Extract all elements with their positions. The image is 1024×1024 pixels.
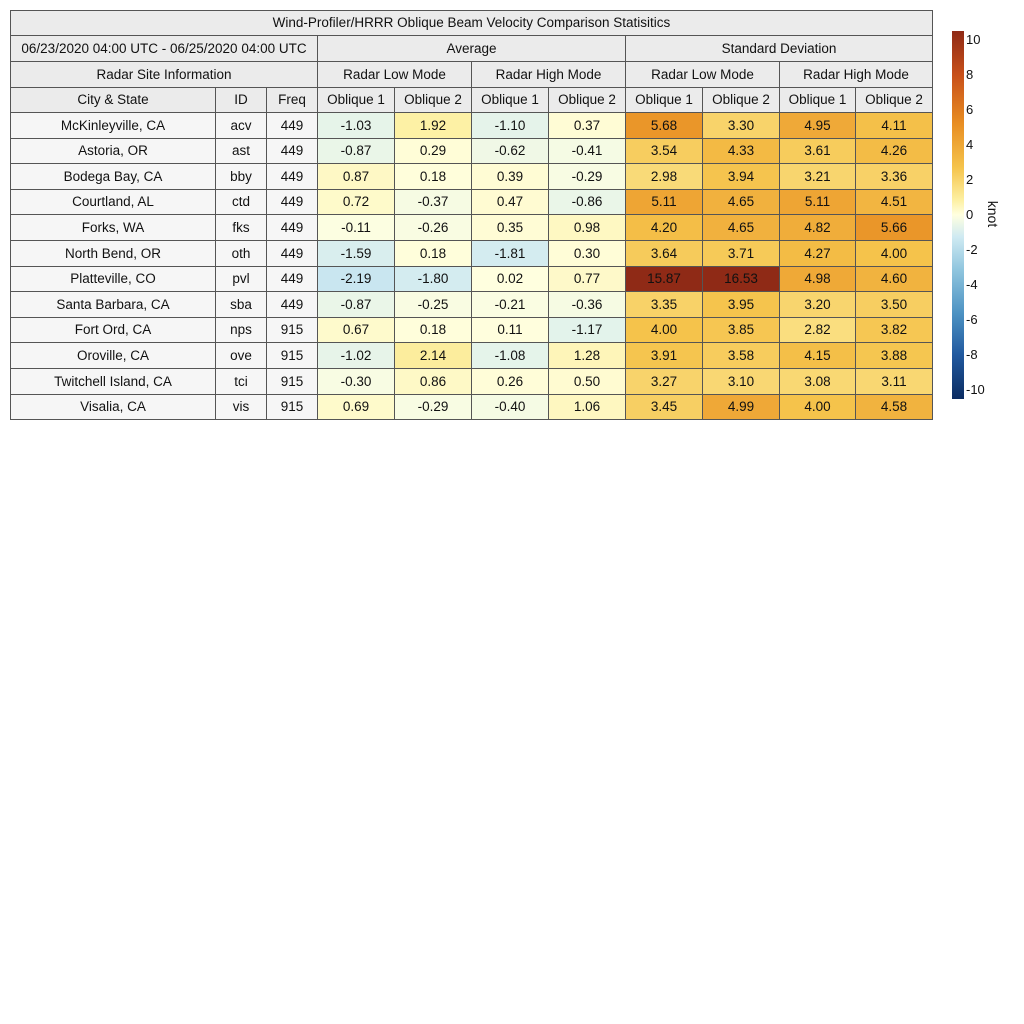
value-cell: -0.41 [548, 138, 626, 165]
value-cell: 5.11 [625, 189, 703, 216]
value-cell: 0.02 [471, 266, 549, 293]
value-cell: -1.08 [471, 342, 549, 369]
value-cell: 3.91 [625, 342, 703, 369]
row-site-id: ove [215, 342, 267, 369]
row-city: Astoria, OR [10, 138, 216, 165]
colorbar-tick-label: 8 [966, 67, 974, 82]
column-header: ID [215, 87, 267, 113]
value-cell: -0.37 [394, 189, 472, 216]
value-cell: 3.21 [779, 163, 856, 190]
colorbar-tick-label: -10 [966, 382, 985, 397]
value-cell: 3.85 [702, 317, 780, 344]
value-cell: 0.50 [548, 368, 626, 395]
value-cell: 0.87 [317, 163, 395, 190]
value-cell: 0.67 [317, 317, 395, 344]
value-cell: 0.37 [548, 112, 626, 139]
value-cell: 4.15 [779, 342, 856, 369]
value-cell: 4.27 [779, 240, 856, 267]
row-frequency: 449 [266, 240, 318, 267]
value-cell: 4.00 [625, 317, 703, 344]
value-cell: 5.11 [779, 189, 856, 216]
value-cell: 4.51 [855, 189, 933, 216]
value-cell: -1.10 [471, 112, 549, 139]
row-city: Visalia, CA [10, 394, 216, 421]
row-site-id: tci [215, 368, 267, 395]
value-cell: -1.17 [548, 317, 626, 344]
column-header: Oblique 1 [779, 87, 856, 113]
row-site-id: ast [215, 138, 267, 165]
value-cell: -0.40 [471, 394, 549, 421]
value-cell: 4.26 [855, 138, 933, 165]
value-cell: -1.02 [317, 342, 395, 369]
value-cell: 0.69 [317, 394, 395, 421]
column-header: City & State [10, 87, 216, 113]
value-cell: 4.65 [702, 189, 780, 216]
row-city: Platteville, CO [10, 266, 216, 293]
column-header: Oblique 1 [625, 87, 703, 113]
row-site-id: nps [215, 317, 267, 344]
value-cell: 3.54 [625, 138, 703, 165]
value-cell: 3.30 [702, 112, 780, 139]
value-cell: 0.39 [471, 163, 549, 190]
stat-group-std: Standard Deviation [625, 35, 933, 62]
date-range: 06/23/2020 04:00 UTC - 06/25/2020 04:00 UTC [10, 35, 318, 62]
row-site-id: bby [215, 163, 267, 190]
value-cell: 4.00 [779, 394, 856, 421]
value-cell: 3.64 [625, 240, 703, 267]
value-cell: 3.95 [702, 291, 780, 318]
colorbar-tick-label: -8 [966, 347, 978, 362]
value-cell: 3.58 [702, 342, 780, 369]
value-cell: 1.28 [548, 342, 626, 369]
value-cell: 3.45 [625, 394, 703, 421]
colorbar-tick-label: 4 [966, 137, 974, 152]
value-cell: 5.68 [625, 112, 703, 139]
value-cell: 0.26 [471, 368, 549, 395]
column-header: Oblique 1 [471, 87, 549, 113]
value-cell: -0.36 [548, 291, 626, 318]
value-cell: 0.47 [471, 189, 549, 216]
mode-group-header: Radar Low Mode [625, 61, 780, 88]
row-frequency: 449 [266, 189, 318, 216]
value-cell: 4.20 [625, 214, 703, 241]
row-city: Courtland, AL [10, 189, 216, 216]
value-cell: 3.61 [779, 138, 856, 165]
column-header: Freq [266, 87, 318, 113]
value-cell: 1.06 [548, 394, 626, 421]
value-cell: 0.77 [548, 266, 626, 293]
value-cell: 5.66 [855, 214, 933, 241]
value-cell: -0.86 [548, 189, 626, 216]
value-cell: -1.59 [317, 240, 395, 267]
value-cell: 2.98 [625, 163, 703, 190]
colorbar-tick-label: 2 [966, 172, 974, 187]
colorbar-tick-label: -4 [966, 277, 978, 292]
value-cell: 2.14 [394, 342, 472, 369]
value-cell: -0.26 [394, 214, 472, 241]
row-frequency: 449 [266, 138, 318, 165]
colorbar-tick-label: 10 [966, 32, 981, 47]
row-site-id: pvl [215, 266, 267, 293]
value-cell: -1.80 [394, 266, 472, 293]
row-frequency: 915 [266, 342, 318, 369]
value-cell: -0.25 [394, 291, 472, 318]
row-frequency: 449 [266, 163, 318, 190]
value-cell: 0.72 [317, 189, 395, 216]
colorbar [952, 31, 964, 399]
colorbar-tick-label: 0 [966, 207, 974, 222]
row-frequency: 449 [266, 266, 318, 293]
value-cell: -0.11 [317, 214, 395, 241]
mode-group-header: Radar High Mode [471, 61, 626, 88]
value-cell: 4.33 [702, 138, 780, 165]
row-city: Bodega Bay, CA [10, 163, 216, 190]
table-title: Wind-Profiler/HRRR Oblique Beam Velocity Comparison Statisitics [10, 10, 933, 36]
value-cell: 4.65 [702, 214, 780, 241]
value-cell: 3.20 [779, 291, 856, 318]
row-site-id: sba [215, 291, 267, 318]
column-header: Oblique 2 [548, 87, 626, 113]
site-group-label: Radar Site Information [10, 61, 318, 88]
value-cell: -2.19 [317, 266, 395, 293]
value-cell: 4.60 [855, 266, 933, 293]
value-cell: -1.03 [317, 112, 395, 139]
value-cell: -0.29 [394, 394, 472, 421]
row-city: Oroville, CA [10, 342, 216, 369]
row-site-id: oth [215, 240, 267, 267]
value-cell: 3.27 [625, 368, 703, 395]
value-cell: 3.88 [855, 342, 933, 369]
value-cell: 3.50 [855, 291, 933, 318]
value-cell: 4.82 [779, 214, 856, 241]
mode-group-header: Radar High Mode [779, 61, 933, 88]
row-site-id: fks [215, 214, 267, 241]
row-site-id: vis [215, 394, 267, 421]
value-cell: -0.30 [317, 368, 395, 395]
colorbar-tick-label: 6 [966, 102, 974, 117]
value-cell: 4.00 [855, 240, 933, 267]
row-frequency: 449 [266, 112, 318, 139]
value-cell: 4.95 [779, 112, 856, 139]
value-cell: 0.18 [394, 240, 472, 267]
column-header: Oblique 2 [855, 87, 933, 113]
colorbar-tick-label: -6 [966, 312, 978, 327]
value-cell: 0.30 [548, 240, 626, 267]
value-cell: 3.11 [855, 368, 933, 395]
value-cell: 3.71 [702, 240, 780, 267]
value-cell: -0.62 [471, 138, 549, 165]
value-cell: 0.11 [471, 317, 549, 344]
row-city: Fort Ord, CA [10, 317, 216, 344]
value-cell: 15.87 [625, 266, 703, 293]
row-frequency: 449 [266, 214, 318, 241]
colorbar-tick-label: -2 [966, 242, 978, 257]
value-cell: 4.58 [855, 394, 933, 421]
value-cell: 2.82 [779, 317, 856, 344]
colorbar-unit-label: knot [985, 200, 1001, 228]
row-site-id: ctd [215, 189, 267, 216]
value-cell: 3.94 [702, 163, 780, 190]
value-cell: 0.86 [394, 368, 472, 395]
value-cell: -0.87 [317, 291, 395, 318]
row-site-id: acv [215, 112, 267, 139]
stat-group-average: Average [317, 35, 626, 62]
value-cell: 0.35 [471, 214, 549, 241]
value-cell: -1.81 [471, 240, 549, 267]
value-cell: -0.21 [471, 291, 549, 318]
row-city: Santa Barbara, CA [10, 291, 216, 318]
value-cell: -0.29 [548, 163, 626, 190]
value-cell: 3.82 [855, 317, 933, 344]
value-cell: 16.53 [702, 266, 780, 293]
value-cell: 4.98 [779, 266, 856, 293]
value-cell: 3.10 [702, 368, 780, 395]
row-city: McKinleyville, CA [10, 112, 216, 139]
row-frequency: 915 [266, 394, 318, 421]
stats-table [10, 10, 932, 420]
row-frequency: 915 [266, 368, 318, 395]
column-header: Oblique 2 [394, 87, 472, 113]
value-cell: 4.99 [702, 394, 780, 421]
row-frequency: 449 [266, 291, 318, 318]
row-city: Forks, WA [10, 214, 216, 241]
mode-group-header: Radar Low Mode [317, 61, 472, 88]
row-city: Twitchell Island, CA [10, 368, 216, 395]
value-cell: 0.18 [394, 163, 472, 190]
value-cell: 4.11 [855, 112, 933, 139]
value-cell: 3.35 [625, 291, 703, 318]
value-cell: 1.92 [394, 112, 472, 139]
value-cell: 3.08 [779, 368, 856, 395]
row-city: North Bend, OR [10, 240, 216, 267]
value-cell: -0.87 [317, 138, 395, 165]
value-cell: 3.36 [855, 163, 933, 190]
column-header: Oblique 2 [702, 87, 780, 113]
value-cell: 0.29 [394, 138, 472, 165]
value-cell: 0.18 [394, 317, 472, 344]
column-header: Oblique 1 [317, 87, 395, 113]
row-frequency: 915 [266, 317, 318, 344]
value-cell: 0.98 [548, 214, 626, 241]
